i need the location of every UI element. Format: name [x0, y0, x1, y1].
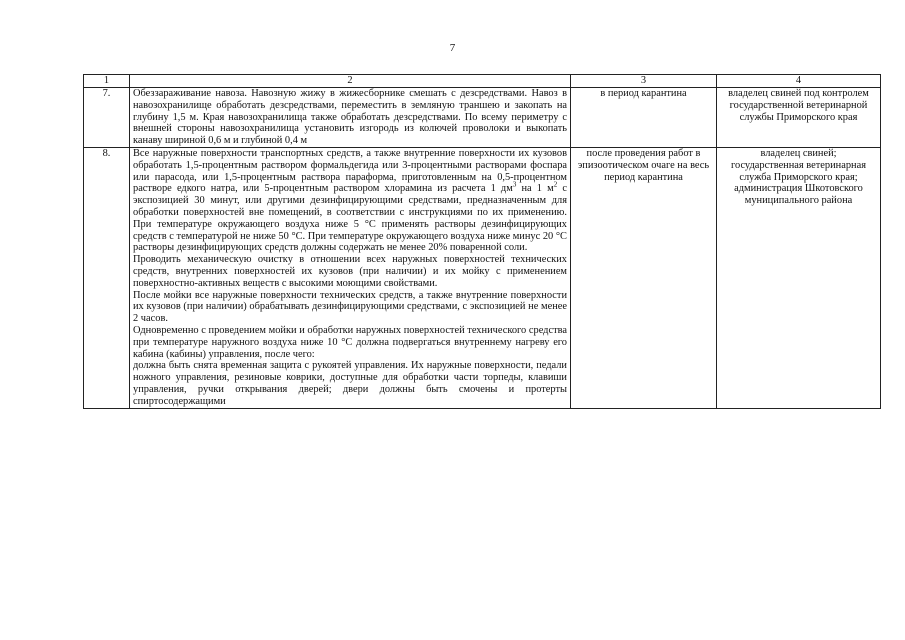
- description-paragraph: Проводить механическую очистку в отношении всех наружных поверхностей технических средств, внутренних поверхностей их кузовов (при наличии) и их мойку с применением поверхностно-активных веществ с высокими моющими свойствами.: [133, 254, 567, 289]
- row-number: 7.: [84, 88, 130, 148]
- measure-responsible: владелец свиней под контролем государственной ветеринарной службы Приморского края: [717, 88, 881, 148]
- table-row: [84, 88, 881, 148]
- responsible-line: владелец свиней;: [760, 147, 837, 159]
- measure-period: после проведения работ в эпизоотическом очаге на весь период карантина: [571, 147, 717, 408]
- text-fragment: с экспозицией 30 минут, или другими дезинфицирующими средствами, предназначенным для обработки поверхностей вне помещений, в соответствии с инструкциями по их применению. При температуре окружающего воздуха ниже 5 °С применять растворы дезинфицирующих средств с температурой не ниже 50 °С. При температуре окружающего воздуха ниже минус 20 °С растворы дезинфицирующих средств должны содержать не менее 20% поваренной соли.: [133, 183, 568, 254]
- description-paragraph: Одновременно с проведением мойки и обработки наружных поверхностей технического средства при температуре наружного воздуха ниже 10 °С должна подвергаться внутреннему нагреву его кабина (кабины) управления, после чего:: [133, 324, 567, 360]
- description-paragraph: должна быть снята временная защита с рукоятей управления. Их наружные поверхности, педали ножного управления, резиновые коврики, доступные для обработки части торпеды, клавиши управления, ручки открывания дверей; двери должны быть смочены и протерты спиртосодержащими: [133, 360, 567, 407]
- measure-description: Обеззараживание навоза. Навозную жижу в жижесборнике смешать с дезсредствами. Навоз в навозохранилище обработать дезсредствами, переместить в земляную траншею и закопать на глубину 1,5 м. Края навозохранилища также обработать дезсредствами. По всему периметру с внешней стороны навозохранилища установить изгородь из колючей проволоки и выкопать канаву шириной 0,6 м и глубиной 0,4 м: [130, 88, 571, 148]
- text-fragment: на 1 м: [516, 183, 554, 195]
- description-paragraph: [133, 148, 567, 254]
- column-header: 1: [84, 75, 130, 88]
- superscript: 3: [512, 180, 517, 189]
- measures-table: [83, 74, 881, 409]
- measure-period: в период карантина: [571, 88, 717, 148]
- measure-description: [130, 147, 571, 408]
- table-row: [84, 147, 881, 408]
- row-number: 8.: [84, 147, 130, 408]
- responsible-line: администрация Шкотовского муниципального района: [734, 183, 863, 207]
- page-number: 7: [449, 42, 456, 54]
- column-header: 3: [571, 75, 717, 88]
- column-header: 4: [717, 75, 881, 88]
- responsible-line: государственная ветеринарная служба Приморского края;: [731, 159, 866, 183]
- measure-responsible: [717, 147, 881, 408]
- column-header: 2: [130, 75, 571, 88]
- table-header-row: [84, 75, 881, 88]
- description-paragraph: После мойки все наружные поверхности технических средств, а также внутренние поверхности их кузовов (при наличии) обрабатывать дезинфицирующими средствами, с экспозицией не менее 2 часов.: [133, 289, 567, 325]
- text-fragment: Все наружные поверхности транспортных средств, а также внутренние поверхности их кузовов обработать 1,5-процентным раствором формальдегида или 3-процентными растворами фоспара или парасода, или 1,5-процентным раствора параформа, приготовленным на 0,5-процентном растворе едкого натра, или 5-процентным раствором хлорамина из расчета 1 дм: [133, 147, 567, 195]
- superscript: 2: [553, 180, 558, 189]
